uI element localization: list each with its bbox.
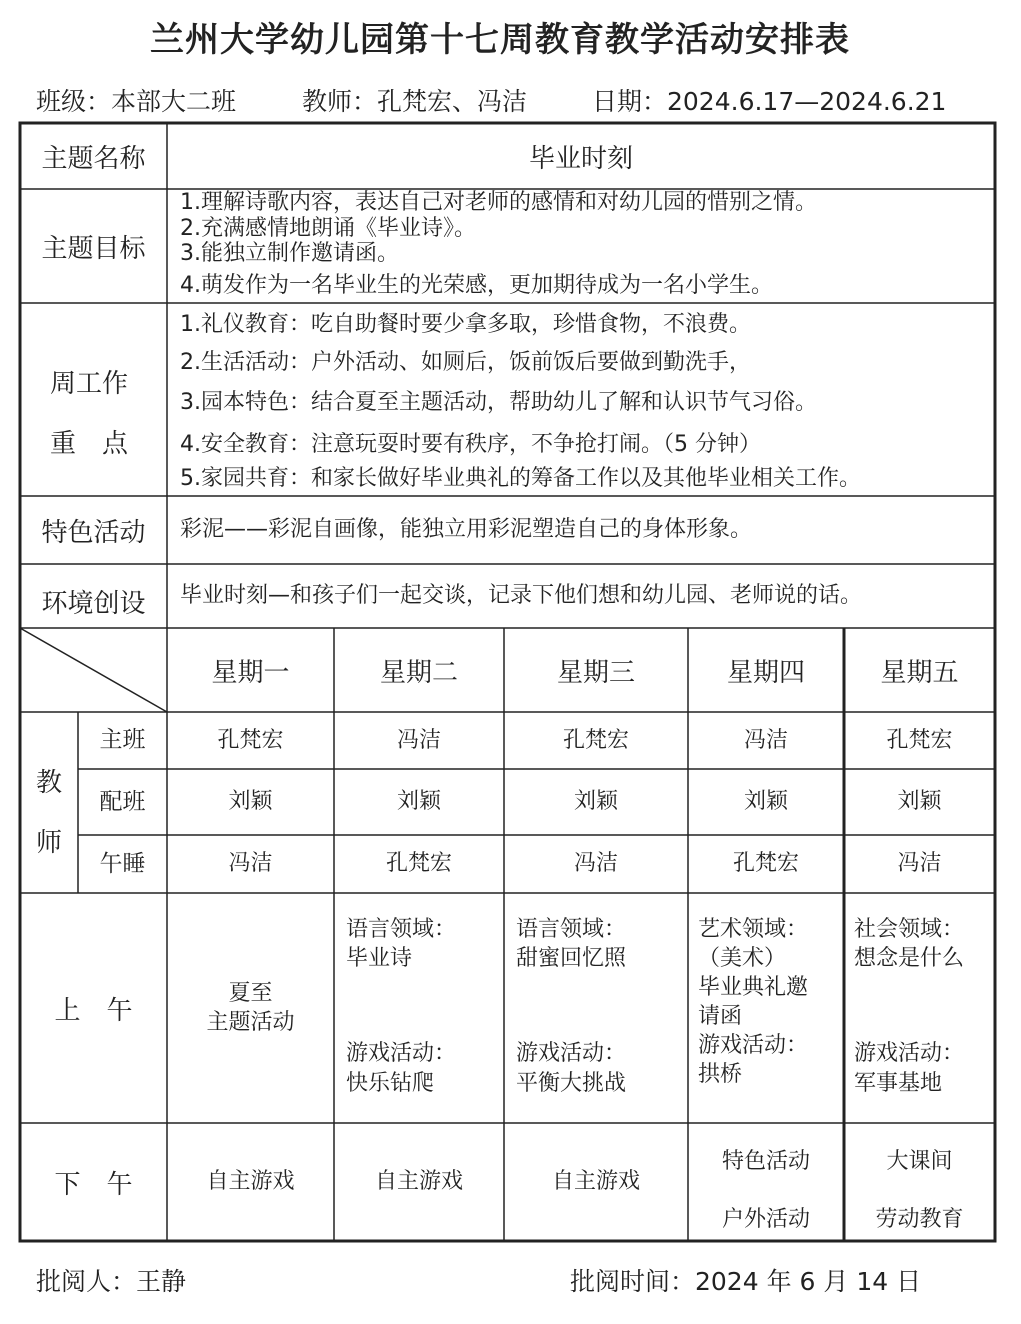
day-header-fri: 星期五 (880, 657, 959, 688)
teacher-cell: 冯洁 (228, 851, 273, 877)
focus-item: 5.家园共育：和家长做好毕业典礼的筹备工作以及其他毕业相关工作。 (180, 466, 861, 491)
teacher-cell: 刘颖 (573, 789, 618, 815)
morning-thu: 艺术领域： （美术） 毕业典礼邀 请函 游戏活动： 拱桥 (698, 917, 809, 1088)
special-value: 彩泥——彩泥自画像，能独立用彩泥塑造自己的身体形象。 (180, 517, 753, 543)
afternoon-thu: 特色活动 户外活动 (721, 1149, 810, 1232)
theme-label: 主题名称 (41, 143, 146, 174)
teacher-cell: 孔梵宏 (562, 727, 629, 753)
morning-tue: 语言领域： 毕业诗 游戏活动： 快乐钻爬 (346, 917, 457, 1096)
focus-item: 1.礼仪教育：吃自助餐时要少拿多取，珍惜食物，不浪费。 (180, 312, 751, 337)
afternoon-fri: 大课间 劳动教育 (875, 1149, 964, 1232)
morning-label: 上 午 (54, 995, 133, 1026)
focus-item: 2.生活活动：户外活动、如厕后，饭前饭后要做到勤洗手， (180, 350, 751, 375)
teacher-info: 教师：孔梵宏、冯洁 (302, 87, 528, 116)
goal-item: 1.理解诗歌内容，表达自己对老师的感情和对幼儿园的惜别之情。 (180, 190, 817, 215)
theme-value: 毕业时刻 (528, 143, 633, 174)
focus-label: 周工作 重 点 (50, 369, 129, 459)
reviewer: 批阅人：王静 (36, 1267, 187, 1296)
review-time: 批阅时间：2024 年 6 月 14 日 (570, 1267, 922, 1296)
teacher-cell: 刘颖 (228, 789, 273, 815)
environment-label: 环境创设 (41, 588, 146, 619)
goal-item: 3.能独立制作邀请函。 (180, 241, 399, 267)
teacher-cell: 冯洁 (396, 727, 441, 753)
role-assist: 配班 (99, 788, 146, 815)
date-info: 日期：2024.6.17—2024.6.21 (592, 87, 947, 116)
day-header-wed: 星期三 (556, 657, 635, 688)
day-header-thu: 星期四 (726, 657, 805, 688)
teacher-cell: 孔梵宏 (886, 727, 953, 753)
afternoon-label: 下 午 (54, 1169, 133, 1200)
afternoon-mon: 自主游戏 (206, 1169, 295, 1195)
goals-list (180, 190, 990, 302)
class-info: 班级：本部大二班 (36, 87, 237, 116)
role-main: 主班 (99, 727, 146, 754)
goal-item: 2.充满感情地朗诵《毕业诗》。 (180, 215, 476, 241)
teacher-cell: 刘颖 (396, 789, 441, 815)
morning-fri: 社会领域： 想念是什么 游戏活动： 军事基地 (854, 917, 965, 1096)
day-header-tue: 星期二 (379, 657, 458, 688)
document-title: 兰州大学幼儿园第十七周教育教学活动安排表 (150, 20, 850, 60)
teacher-cell: 孔梵宏 (385, 851, 452, 877)
focus-list (180, 310, 990, 494)
special-label: 特色活动 (41, 517, 146, 548)
teacher-cell: 刘颖 (897, 789, 942, 815)
teachers-label: 教 师 (36, 768, 63, 858)
teacher-cell: 孔梵宏 (217, 727, 284, 753)
goal-item: 4.萌发作为一名毕业生的光荣感，更加期待成为一名小学生。 (180, 272, 773, 298)
goals-label: 主题目标 (41, 233, 146, 264)
morning-mon: 夏至 主题活动 (206, 980, 295, 1035)
role-nap: 午睡 (99, 850, 146, 877)
teacher-cell: 冯洁 (897, 851, 942, 877)
environment-value: 毕业时刻—和孩子们一起交谈，记录下他们想和幼儿园、老师说的话。 (180, 583, 863, 609)
afternoon-wed: 自主游戏 (551, 1169, 640, 1195)
afternoon-tue: 自主游戏 (374, 1169, 463, 1195)
morning-wed: 语言领域： 甜蜜回忆照 游戏活动： 平衡大挑战 (516, 917, 627, 1096)
teacher-cell: 刘颖 (743, 789, 788, 815)
focus-item: 3.园本特色：结合夏至主题活动，帮助幼儿了解和认识节气习俗。 (180, 390, 817, 415)
teacher-cell: 冯洁 (573, 851, 618, 877)
teacher-cell: 冯洁 (743, 727, 788, 753)
focus-item: 4.安全教育：注意玩耍时要有秩序，不争抢打闹。（5 分钟） (180, 432, 761, 457)
day-header-mon: 星期一 (211, 657, 290, 688)
teacher-cell: 孔梵宏 (732, 851, 799, 877)
